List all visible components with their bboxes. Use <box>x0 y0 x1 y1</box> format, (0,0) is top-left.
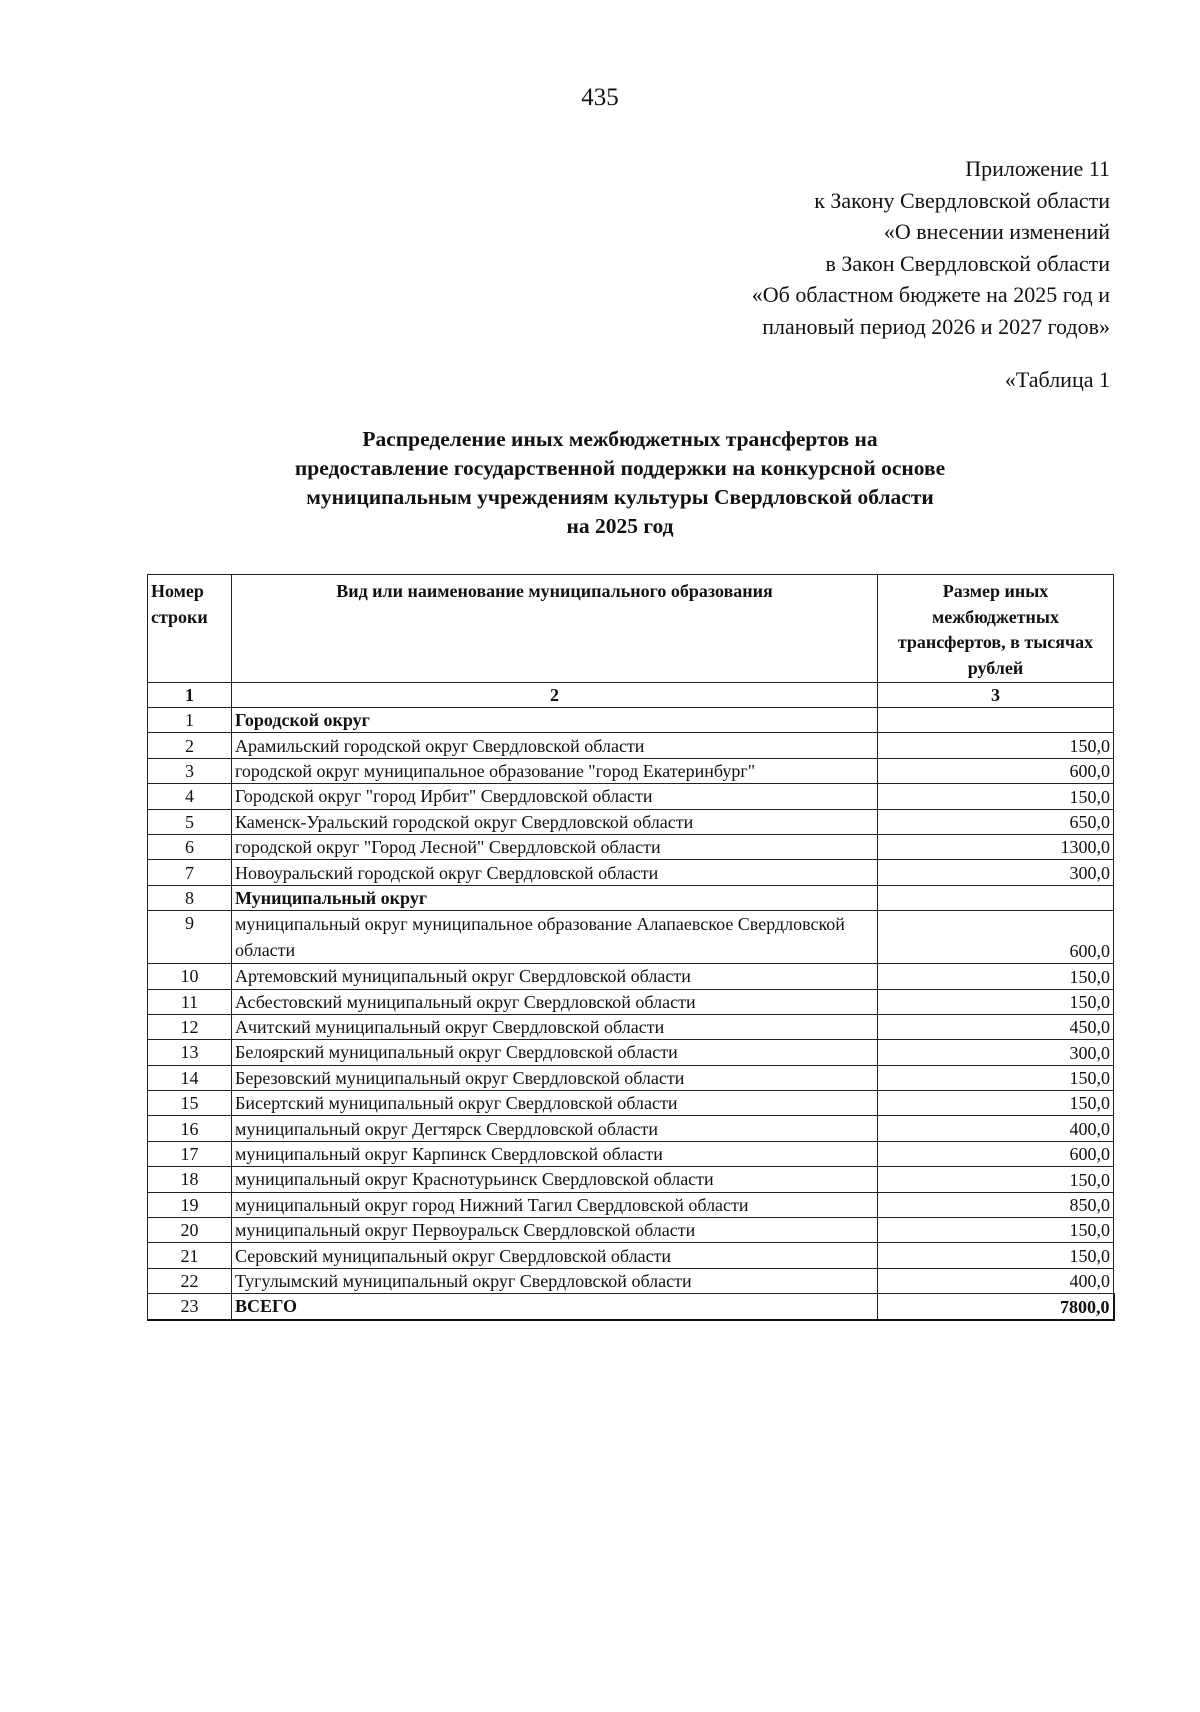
transfer-amount: 300,0 <box>878 1040 1114 1065</box>
transfer-amount: 450,0 <box>878 1014 1114 1039</box>
row-number: 6 <box>148 834 232 859</box>
section-row <box>148 885 1114 910</box>
municipality-name: Тугулымский муниципальный округ Свердловской области <box>232 1268 878 1293</box>
row-number: 5 <box>148 809 232 834</box>
row-number: 23 <box>148 1294 232 1320</box>
row-number: 16 <box>148 1116 232 1141</box>
transfer-amount: 150,0 <box>878 1091 1114 1116</box>
transfer-amount: 400,0 <box>878 1116 1114 1141</box>
appendix-line: «О внесении изменений <box>883 219 1110 244</box>
table-row <box>148 989 1114 1014</box>
table-row <box>148 733 1114 758</box>
table-row <box>148 1040 1114 1065</box>
row-number: 22 <box>148 1268 232 1293</box>
transfer-amount: 1300,0 <box>878 834 1114 859</box>
table-row <box>148 1141 1114 1166</box>
municipality-name: Артемовский муниципальный округ Свердловской области <box>232 964 878 989</box>
transfer-amount: 7800,0 <box>878 1294 1114 1320</box>
row-number: 3 <box>148 758 232 783</box>
transfer-amount: 600,0 <box>878 758 1114 783</box>
total-row <box>148 1294 1114 1320</box>
row-number: 17 <box>148 1141 232 1166</box>
appendix-header <box>752 153 1110 342</box>
header-row-number: Номер строки <box>148 575 232 683</box>
column-number: 2 <box>232 683 878 708</box>
row-number: 21 <box>148 1243 232 1268</box>
page-number: 435 <box>581 84 619 111</box>
transfer-amount: 150,0 <box>878 784 1114 809</box>
municipality-name: Асбестовский муниципальный округ Свердловской области <box>232 989 878 1014</box>
municipality-name: Городской округ <box>232 708 878 733</box>
table-row <box>148 1091 1114 1116</box>
table-row <box>148 834 1114 859</box>
row-number: 13 <box>148 1040 232 1065</box>
municipality-name: городской округ "Город Лесной" Свердловской области <box>232 834 878 859</box>
header-municipality-name: Вид или наименование муниципального образования <box>232 575 878 683</box>
municipality-name: Каменск-Уральский городской округ Свердловской области <box>232 809 878 834</box>
row-number: 18 <box>148 1167 232 1192</box>
appendix-line: Приложение 11 <box>965 156 1110 181</box>
appendix-line: «Об областном бюджете на 2025 год и <box>751 282 1110 307</box>
transfer-amount: 600,0 <box>878 1141 1114 1166</box>
municipality-name: Серовский муниципальный округ Свердловской области <box>232 1243 878 1268</box>
municipality-name: Белоярский муниципальный округ Свердловской области <box>232 1040 878 1065</box>
row-number: 15 <box>148 1091 232 1116</box>
row-number: 14 <box>148 1065 232 1090</box>
table-body <box>148 708 1114 1320</box>
transfer-amount: 150,0 <box>878 964 1114 989</box>
transfer-amount: 150,0 <box>878 1218 1114 1243</box>
transfer-amount: 400,0 <box>878 1268 1114 1293</box>
table-row <box>148 758 1114 783</box>
transfer-amount: 300,0 <box>878 860 1114 885</box>
row-number: 7 <box>148 860 232 885</box>
column-number-row <box>148 683 1114 708</box>
municipality-name: Бисертский муниципальный округ Свердловской области <box>232 1091 878 1116</box>
row-number: 10 <box>148 964 232 989</box>
municipality-name: городской округ муниципальное образование "город Екатеринбург" <box>232 758 878 783</box>
row-number: 11 <box>148 989 232 1014</box>
table-row <box>148 860 1114 885</box>
municipality-name: муниципальный округ Дегтярск Свердловской области <box>232 1116 878 1141</box>
municipality-name: муниципальный округ муниципальное образование Алапаевское Свердловской области <box>232 911 878 964</box>
row-number: 9 <box>148 911 232 964</box>
table-row <box>148 1268 1114 1293</box>
table-row <box>148 1192 1114 1217</box>
transfers-table <box>147 574 1115 1321</box>
column-number: 1 <box>148 683 232 708</box>
row-number: 8 <box>148 885 232 910</box>
table-row <box>148 1218 1114 1243</box>
table-header-row <box>148 575 1114 683</box>
municipality-name: муниципальный округ Краснотурьинск Свердловской области <box>232 1167 878 1192</box>
appendix-line: плановый период 2026 и 2027 годов» <box>762 313 1110 339</box>
municipality-name: ВСЕГО <box>232 1294 878 1320</box>
municipality-name: Городской округ "город Ирбит" Свердловской области <box>232 784 878 809</box>
municipality-name: Муниципальный округ <box>232 885 878 910</box>
row-number: 4 <box>148 784 232 809</box>
municipality-name: муниципальный округ Карпинск Свердловской области <box>232 1141 878 1166</box>
transfer-amount: 150,0 <box>878 1243 1114 1268</box>
transfer-amount: 850,0 <box>878 1192 1114 1217</box>
row-number: 2 <box>148 733 232 758</box>
title-line: предоставление государственной поддержки на конкурсной основе <box>294 456 946 480</box>
municipality-name: Арамильский городской округ Свердловской области <box>232 733 878 758</box>
municipality-name: Березовский муниципальный округ Свердловской области <box>232 1065 878 1090</box>
municipality-name: муниципальный округ город Нижний Тагил Свердловской области <box>232 1192 878 1217</box>
row-number: 20 <box>148 1218 232 1243</box>
transfer-amount: 150,0 <box>878 733 1114 758</box>
transfer-amount: 150,0 <box>878 989 1114 1014</box>
section-row <box>148 708 1114 733</box>
transfer-amount <box>878 708 1114 733</box>
table-row <box>148 1243 1114 1268</box>
transfer-amount: 150,0 <box>878 1065 1114 1090</box>
transfer-amount <box>878 885 1114 910</box>
table-row <box>148 964 1114 989</box>
title-line: на 2025 год <box>566 514 674 538</box>
title-line: Распределение иных межбюджетных трансфертов на <box>362 427 878 451</box>
municipality-name: Ачитский муниципальный округ Свердловской области <box>232 1014 878 1039</box>
table-label: «Таблица 1 <box>1004 367 1110 392</box>
row-number: 12 <box>148 1014 232 1039</box>
transfer-amount: 600,0 <box>878 911 1114 964</box>
table-row <box>148 1065 1114 1090</box>
table-row <box>148 1167 1114 1192</box>
header-transfer-amount: Размер иных межбюджетных трансфертов, в тысячах рублей <box>878 575 1114 683</box>
transfer-amount: 650,0 <box>878 809 1114 834</box>
transfer-amount: 150,0 <box>878 1167 1114 1192</box>
table-row <box>148 809 1114 834</box>
appendix-line: к Закону Свердловской области <box>814 187 1110 213</box>
appendix-line: в Закон Свердловской области <box>825 250 1110 276</box>
table-row <box>148 1014 1114 1039</box>
municipality-name: муниципальный округ Первоуральск Свердловской области <box>232 1218 878 1243</box>
municipality-name: Новоуральский городской округ Свердловской области <box>232 860 878 885</box>
table-row <box>148 784 1114 809</box>
row-number: 19 <box>148 1192 232 1217</box>
table-row <box>148 1116 1114 1141</box>
row-number: 1 <box>148 708 232 733</box>
document-title <box>100 425 1140 541</box>
column-number: 3 <box>878 683 1114 708</box>
table-row <box>148 911 1114 964</box>
title-line: муниципальным учреждениям культуры Свердловской области <box>306 485 934 509</box>
